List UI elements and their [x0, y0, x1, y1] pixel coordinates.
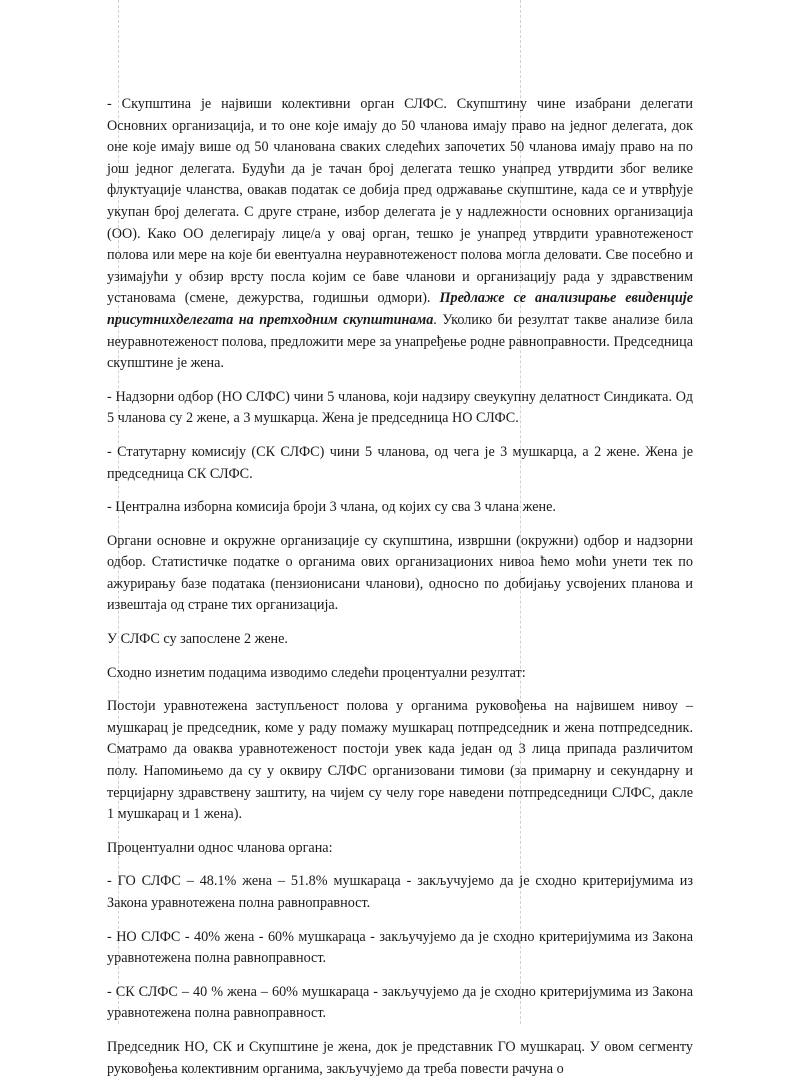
paragraph-go-slfs-ratio: - ГО СЛФС – 48.1% жена – 51.8% мушкараца - закључујемо да је сходно критеријумима из Закона уравнотежена полна равноправност. [107, 873, 693, 911]
paragraph-no-slfs-ratio: - НО СЛФС - 40% жена - 60% мушкараца - закључујемо да је сходно критеријумима из Закона уравнотежена полна равноправност. [107, 928, 693, 967]
paragraph-presidents: Председник НО, СК и Скупштине је жена, док је представник ГО мушкарац. У овом сегменту руковођења колективним органима, закључујемо да треба повести рачуна о [107, 1038, 693, 1077]
paragraph-statutory-commission: - Статутарну комисију (СК СЛФС) чини 5 чланова, од чега је 3 мушкарца, а 2 жене. Жена је председница СК СЛФС. [107, 443, 693, 482]
paragraph-basic-organizations: Органи основне и окружне организације су скупштина, извршни (окружни) одбор и надзорни одбор. Статистичке податке о органима ових организационих нивоа ћемо моћи унети тек по ажурирању базе података (пензионисани чланови), односно по добијању усвојених планова и извештаја од стране тих организација. [107, 532, 693, 614]
document-page [107, 94, 693, 1092]
paragraph-assembly-text: - Скупштина је највиши колективни орган СЛФС. Скупштину чине изабрани делегати Основних организација, и то оне које имају до 50 чланова имају право на једног делегата, док оне које имају више од 50 чланована сваких следећих започетих 50 чланова имају право на по још једног делегата. Будући да је тачан број делегата тешко унапред утврдити због велике флуктуације чланства, овакав податак се добија пред одржавање скупштине, када се и утврђује укупан број делегата. С друге стране, избор делегата је у надлежности основних организација (ОО). Како ОО делегирају лице/а у овај орган, тешко је унапред утврдити уравнотеженост полова или мере на које би евентуална неуравнотеженост полова могла деловати. Све посебно и узимајући у обзир врсту посла којим се баве чланови и организацију рада у здравственим установама (смене, дежурства, годишњи одмори). [107, 96, 693, 307]
paragraph-supervisory-board: - Надзорни одбор (НО СЛФС) чини 5 чланова, који надзиру свеукупну делатност Синдиката. Од 5 чланова су 2 жене, а 3 мушкарца. Жена је председница НО СЛФС. [107, 388, 693, 427]
paragraph-assembly [107, 94, 693, 375]
paragraph-sk-slfs-ratio: - СК СЛФС – 40 % жена – 60% мушкараца - закључујемо да је сходно критеријумима из Закона уравнотежена полна равноправност. [107, 983, 693, 1022]
paragraph-assembly-text-end: . Уколико би резултат такве анализе била неуравнотеженост полова, предложити мере за унапређење родне равноправности. Председница скупштине је жена. [107, 311, 693, 372]
paragraph-employees: У СЛФС су запослене 2 жене. [107, 631, 288, 648]
paragraph-results-intro: Сходно изнетим подацима изводимо следећи процентуални резултат: [107, 664, 526, 681]
paragraph-election-commission: - Централна изборна комисија броји 3 члана, од којих су сва 3 члана жене. [107, 499, 556, 516]
emphasis-proposal: Предлаже се анализирање евиденције присутнихделегата на претходним скупштинама [107, 290, 694, 328]
paragraph-balanced-representation: Постоји уравнотежена заступљеност полова у органима руковођења на највишем нивоу – мушкарац је председник, коме у раду помажу мушкарац потпредседник и жена потпредседник. Сматрамо да оваква уравнотеженост постоји увек када један од 3 лица припада различитом полу. Напомињемо да су у оквиру СЛФС организовани тимови (за примарну и секундарну и терцијарну здравствену заштиту, на чијем су челу горе наведени потпредседници СЛФС, дакле 1 мушкарац и 1 жена). [107, 698, 693, 823]
paragraph-percentage-heading: Процентуални однос чланова органа: [107, 839, 333, 856]
